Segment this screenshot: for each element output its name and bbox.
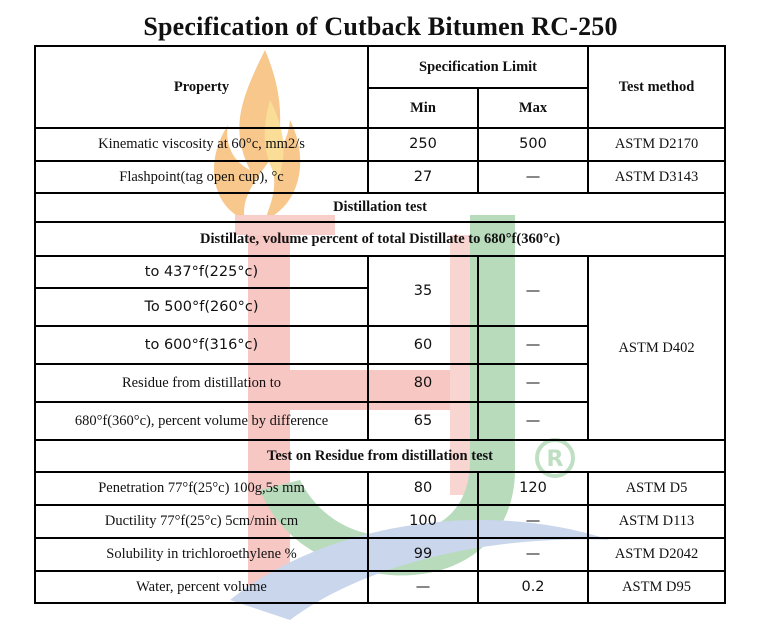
min-cell: 27 <box>368 161 478 193</box>
max-cell: — <box>478 402 588 440</box>
min-cell: 65 <box>368 402 478 440</box>
header-test-method: Test method <box>588 46 725 128</box>
max-cell: — <box>478 161 588 193</box>
property-cell: 680°f(360°c), percent volume by difference <box>35 402 368 440</box>
method-cell: ASTM D402 <box>588 256 725 440</box>
property-cell: to 600°f(316°c) <box>35 326 368 364</box>
property-cell: To 500°f(260°c) <box>35 288 368 326</box>
method-cell: ASTM D2042 <box>588 538 725 571</box>
max-cell: 120 <box>478 472 588 505</box>
max-cell: — <box>478 538 588 571</box>
table-row <box>35 505 725 538</box>
property-cell: Water, percent volume <box>35 571 368 603</box>
table-row <box>35 161 725 193</box>
property-cell: Flashpoint(tag open cup), °c <box>35 161 368 193</box>
section-residue: Test on Residue from distillation test <box>35 440 725 472</box>
min-cell: 99 <box>368 538 478 571</box>
specification-table <box>34 45 726 604</box>
table-row <box>35 256 725 288</box>
page-title: Specification of Cutback Bitumen RC-250 <box>143 12 618 41</box>
subsection-distillate: Distillate, volume percent of total Distillate to 680°f(360°c) <box>35 222 725 256</box>
property-cell: Ductility 77°f(25°c) 5cm/min cm <box>35 505 368 538</box>
table-row <box>35 571 725 603</box>
property-cell: Penetration 77°f(25°c) 100g,5s mm <box>35 472 368 505</box>
method-cell: ASTM D5 <box>588 472 725 505</box>
property-cell: to 437°f(225°c) <box>35 256 368 288</box>
min-cell: 250 <box>368 128 478 161</box>
max-cell: — <box>478 505 588 538</box>
table-row <box>35 538 725 571</box>
min-cell: — <box>368 571 478 603</box>
max-cell: — <box>478 364 588 402</box>
property-cell: Solubility in trichloroethylene % <box>35 538 368 571</box>
max-cell: — <box>478 326 588 364</box>
table-row <box>35 472 725 505</box>
method-cell: ASTM D3143 <box>588 161 725 193</box>
header-max: Max <box>478 88 588 128</box>
method-cell: ASTM D113 <box>588 505 725 538</box>
header-min: Min <box>368 88 478 128</box>
method-cell: ASTM D95 <box>588 571 725 603</box>
property-cell: Kinematic viscosity at 60°c, mm2/s <box>35 128 368 161</box>
header-property: Property <box>35 46 368 128</box>
svg-text:R: R <box>546 447 564 472</box>
header-spec-limit: Specification Limit <box>368 46 588 88</box>
max-cell: 0.2 <box>478 571 588 603</box>
property-cell: Residue from distillation to <box>35 364 368 402</box>
table-row <box>35 128 725 161</box>
max-cell: 500 <box>478 128 588 161</box>
min-cell: 60 <box>368 326 478 364</box>
min-cell: 35 <box>368 256 478 326</box>
min-cell: 100 <box>368 505 478 538</box>
method-cell: ASTM D2170 <box>588 128 725 161</box>
min-cell: 80 <box>368 364 478 402</box>
section-distillation: Distillation test <box>35 193 725 222</box>
max-cell: — <box>478 256 588 326</box>
min-cell: 80 <box>368 472 478 505</box>
